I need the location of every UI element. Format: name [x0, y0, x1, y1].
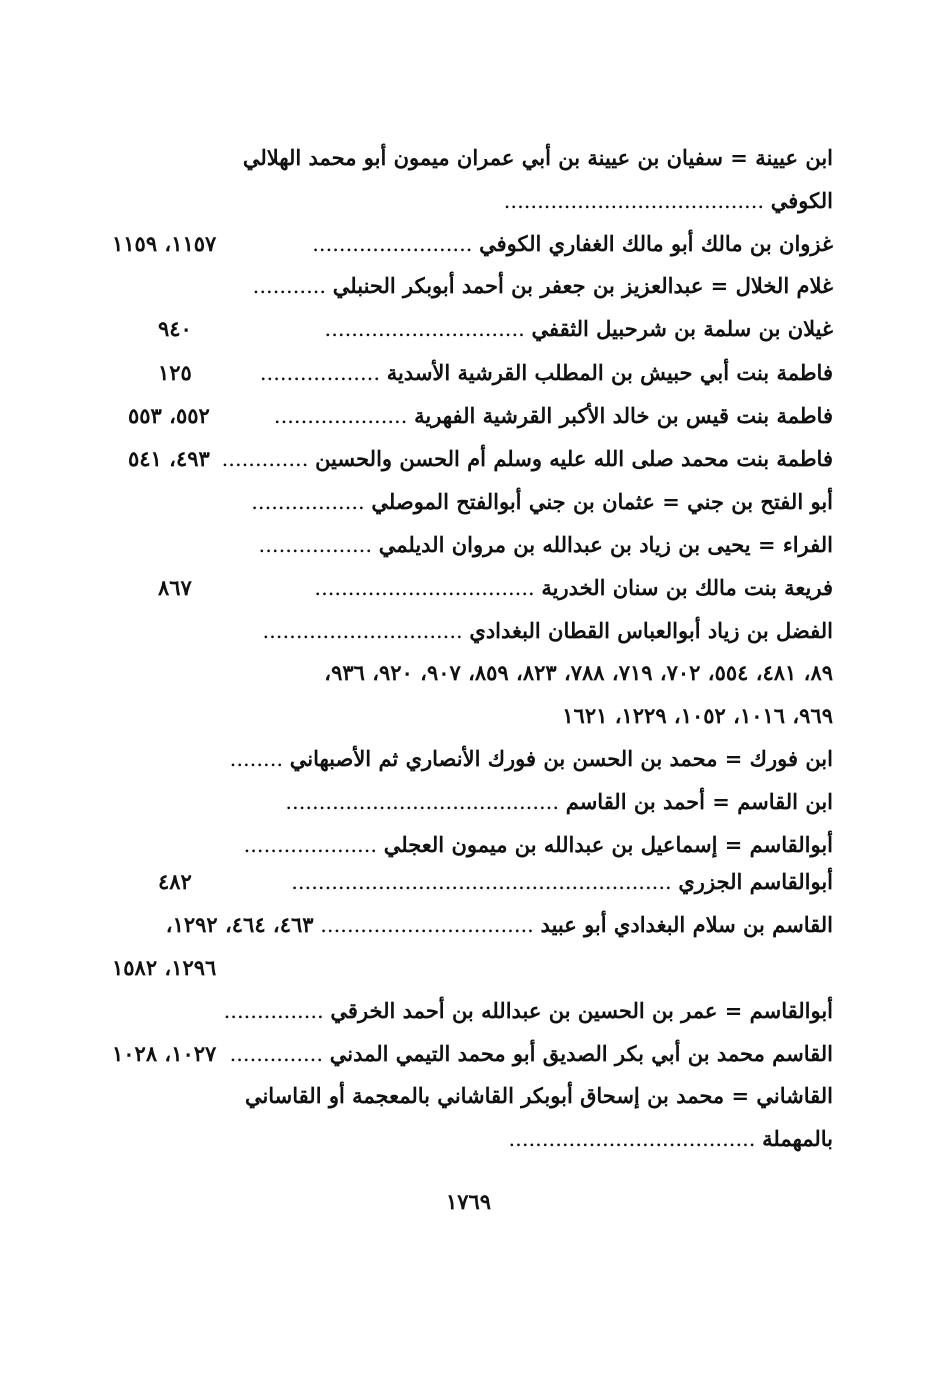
index-entry	[245, 1080, 833, 1112]
index-entry	[260, 357, 833, 389]
entry-text: ابن القاسم = أحمد بن القاسم	[565, 789, 833, 814]
page-refs: ٨٦٧	[158, 575, 192, 600]
leader-dots: .......................................	[503, 189, 765, 213]
entry-text: الكوفي	[770, 188, 833, 213]
index-entry	[166, 909, 833, 941]
index-entry-cont	[508, 1123, 833, 1155]
leader-dots: ..................	[259, 361, 380, 385]
index-entry	[259, 529, 833, 561]
leader-dots: .................	[251, 490, 365, 514]
index-entry	[230, 743, 833, 775]
index-entry	[325, 313, 833, 345]
entry-text: أبوالقاسم = إسماعيل بن عبدالله بن ميمون العجلي	[383, 832, 833, 857]
page-refs: ١٢٥	[158, 360, 192, 385]
leader-dots: ..............................	[324, 317, 525, 341]
leader-dots: ................................	[320, 913, 534, 937]
entry-text: غلام الخلال = عبدالعزيز بن جعفر بن أحمد أبوبكر الحنبلي	[332, 273, 833, 298]
page-refs: ٤٦٣، ٤٦٤، ١٢٩٢،	[165, 912, 314, 937]
page-refs: ٤٩٣، ٥٤١	[128, 446, 210, 471]
entry-text: غزوان بن مالك أبو مالك الغفاري الكوفي	[479, 231, 833, 256]
leader-dots: ....................	[273, 404, 408, 428]
leader-dots: .....................................	[508, 1127, 756, 1151]
index-entry	[244, 829, 833, 861]
entry-text: فاطمة بنت محمد صلى الله عليه وسلم أم الحسن والحسين	[315, 446, 833, 471]
leader-dots: .................	[258, 533, 373, 557]
page-refs: ٥٥٢، ٥٥٣	[128, 403, 210, 428]
page-refs: ٩٦٩، ١٠١٦، ١٠٥٢، ١٢٢٩، ١٦٢١	[562, 703, 833, 728]
index-entry	[224, 995, 833, 1027]
index-entry	[291, 866, 833, 898]
leader-dots: .........................................	[285, 790, 560, 814]
entry-text: القاسم محمد بن أبي بكر الصديق أبو محمد التيمي المدني	[329, 1041, 833, 1066]
entry-text: فريعة بنت مالك بن سنان الخدرية	[541, 575, 833, 600]
index-entry	[251, 486, 833, 518]
index-entry-ibn-uyayna-cont	[504, 185, 833, 217]
leader-dots: ........................	[312, 232, 473, 256]
leader-dots: ...........	[252, 274, 327, 298]
entry-text: القاسم بن سلام البغدادي أبو عبيد	[540, 912, 833, 937]
entry-text: الفضل بن زياد أبوالعباس القطان البغدادي	[469, 618, 833, 643]
index-entry	[222, 443, 833, 475]
entry-text: أبو الفتح بن جني = عثمان بن جني أبوالفتح الموصلي	[371, 489, 833, 514]
entry-text: فاطمة بنت قيس بن خالد الأكبر القرشية الفهرية	[414, 403, 833, 428]
leader-dots: .........................................................	[291, 870, 672, 894]
index-entry-ibn-uyayna	[243, 142, 833, 174]
index-entry	[253, 270, 833, 302]
index-entry	[314, 572, 833, 604]
entry-text: القاشاني = محمد بن إسحاق أبوبكر القاشاني بالمعجمة أو القاساني	[244, 1083, 833, 1108]
entry-text: الفراء = يحيى بن زياد بن عبدالله بن مروان الديلمي	[378, 532, 833, 557]
page-number: ١٧٦٩	[445, 1189, 492, 1214]
leader-dots: ........	[229, 747, 284, 771]
entry-text: فاطمة بنت أبي حبيش بن المطلب القرشية الأسدية	[386, 360, 833, 385]
entry-text: ابن فورك = محمد بن الحسن بن فورك الأنصاري ثم الأصبهاني	[289, 746, 833, 771]
leader-dots: ...............	[223, 999, 324, 1023]
entry-text: ابن عيينة = سفيان بن عيينة بن أبي عمران ميمون أبو محمد الهلالي	[242, 145, 833, 170]
entry-text: غيلان بن سلمة بن شرحبيل الثقفي	[531, 316, 833, 341]
entry-text: أبوالقاسم = عمر بن الحسين بن عبدالله بن أحمد الخرقي	[330, 998, 833, 1023]
page-refs: ٤٨٢	[158, 869, 192, 894]
page-refs: ١٠٢٧، ١٠٢٨	[112, 1041, 217, 1066]
leader-dots: ..............................	[262, 619, 463, 643]
entry-text: أبوالقاسم الجزري	[678, 869, 833, 894]
leader-dots: ....................	[243, 833, 378, 857]
page-refs: ١١٥٧، ١١٥٩	[112, 231, 217, 256]
index-entry	[312, 228, 833, 260]
leader-dots: .............	[221, 447, 309, 471]
index-entry	[262, 615, 833, 647]
page-refs: ٨٩، ٤٨١، ٥٥٤، ٧٠٢، ٧١٩، ٧٨٨، ٨٢٣، ٨٥٩، ٩٠٧، ٩٢٠، ٩٣٦،	[324, 660, 833, 685]
index-entry	[285, 786, 833, 818]
index-entry	[274, 400, 833, 432]
page-refs: ١٢٩٦، ١٥٨٢	[112, 955, 217, 980]
entry-text: بالمهملة	[762, 1126, 833, 1151]
leader-dots: ..............	[229, 1042, 324, 1066]
index-entry	[230, 1038, 833, 1070]
leader-dots: .................................	[314, 576, 535, 600]
page-refs: ٩٤٠	[158, 316, 192, 341]
